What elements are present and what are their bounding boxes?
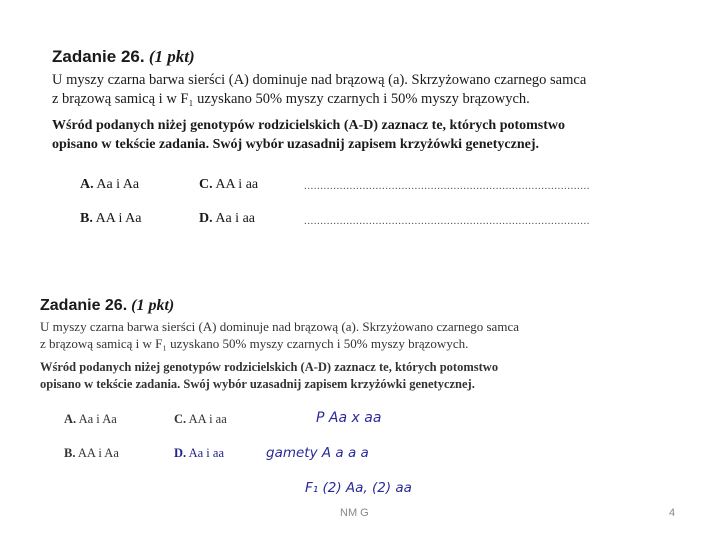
handwritten-offspring: F₁ (2) Aa, (2) aa xyxy=(305,480,412,496)
task2-paragraph xyxy=(40,318,519,352)
task1-paragraph-line1: U myszy czarna barwa sierści (A) dominuje nad brązową (a). Skrzyżowano czarnego samca xyxy=(52,72,587,88)
task2-paragraph-line1: U myszy czarna barwa sierści (A) dominuje nad brązową (a). Skrzyżowano czarnego samca xyxy=(40,319,519,334)
task1-answer-line-2[interactable]: ........................................................................................ xyxy=(304,215,590,227)
task2-option-a[interactable]: A. Aa i Aa xyxy=(64,412,117,426)
task1-question-line2: opisano w tekście zadania. Swój wybór uzasadnij zapisem krzyżówki genetycznej. xyxy=(52,137,540,152)
task1-title-points: (1 pkt) xyxy=(148,47,195,66)
task1-option-a[interactable]: A. Aa i Aa xyxy=(80,177,140,192)
handwritten-parents-cross: P Aa x aa xyxy=(316,410,382,426)
task2-paragraph-line2: z brązową samicą i w F₁ uzyskano 50% myszy czarnych i 50% myszy brązowych. xyxy=(40,336,469,351)
task2-option-c[interactable]: C. AA i aa xyxy=(174,412,227,426)
slide-footer-author: NM G xyxy=(340,507,369,519)
task2-question-line1: Wśród podanych niżej genotypów rodzicielskich (A-D) zaznacz te, których potomstwo xyxy=(40,360,499,374)
task1-question xyxy=(52,116,565,154)
task2-title-number: Zadanie 26. xyxy=(40,297,128,314)
task2-title xyxy=(40,297,174,315)
task1-paragraph-line2: z brązową samicą i w F₁ uzyskano 50% myszy czarnych i 50% myszy brązowych. xyxy=(52,91,530,107)
task1-option-b[interactable]: B. AA i Aa xyxy=(80,211,142,226)
handwritten-gametes: gamety A a a a xyxy=(266,445,369,461)
task1-title-number: Zadanie 26. xyxy=(52,47,145,66)
slide-page-number: 4 xyxy=(669,507,676,519)
task1-title xyxy=(52,47,195,67)
task2-option-b[interactable]: B. AA i Aa xyxy=(64,446,119,460)
task2-question-line2: opisano w tekście zadania. Swój wybór uzasadnij zapisem krzyżówki genetycznej. xyxy=(40,376,475,391)
task1-question-line1: Wśród podanych niżej genotypów rodzicielskich (A-D) zaznacz te, których potomstwo xyxy=(52,118,566,133)
task1-option-d[interactable]: D. Aa i aa xyxy=(199,211,256,226)
task1-paragraph xyxy=(52,71,586,109)
task1-option-c[interactable]: C. AA i aa xyxy=(199,177,259,192)
task2-question xyxy=(40,359,498,392)
task2-title-points: (1 pkt) xyxy=(131,297,175,314)
task1-answer-line-1[interactable]: ........................................................................................ xyxy=(304,180,590,192)
task2-option-d-selected[interactable]: D. Aa i aa xyxy=(174,446,224,460)
